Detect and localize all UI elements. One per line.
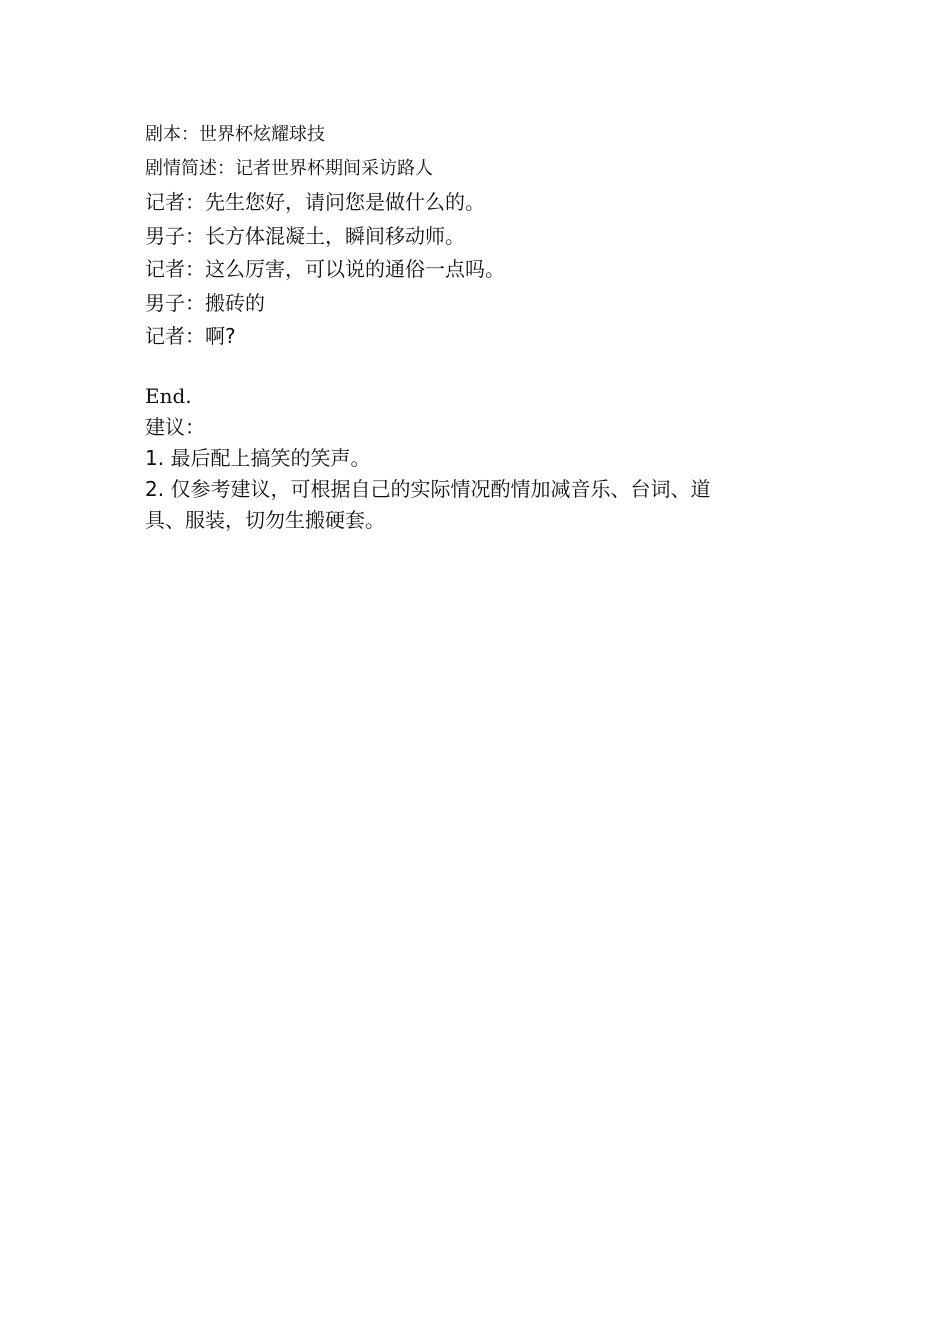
dialogue-line: 男子：搬砖的 (145, 290, 265, 315)
dialogue-line: 男子：长方体混凝土，瞬间移动师。 (145, 223, 465, 248)
end-marker: End. (145, 383, 192, 408)
document-body (145, 118, 745, 536)
synopsis: 剧情简述：记者世界杯期间采访路人 (145, 158, 433, 179)
script-title: 剧本：世界杯炫耀球技 (145, 124, 325, 145)
dialogue-line: 记者：这么厉害，可以说的通俗一点吗。 (145, 257, 505, 281)
suggestion-item: 2. 仅参考建议，可根据自己的实际情况酌情加减音乐、台词、道具、服装，切勿生搬硬套。 (145, 476, 711, 532)
suggestion-item: 1. 最后配上搞笑的笑声。 (145, 445, 371, 470)
dialogue-line: 记者：啊? (145, 324, 236, 348)
suggestions-heading: 建议： (145, 414, 205, 439)
spacer (145, 354, 745, 380)
dialogue-line: 记者：先生您好，请问您是做什么的。 (145, 190, 485, 214)
